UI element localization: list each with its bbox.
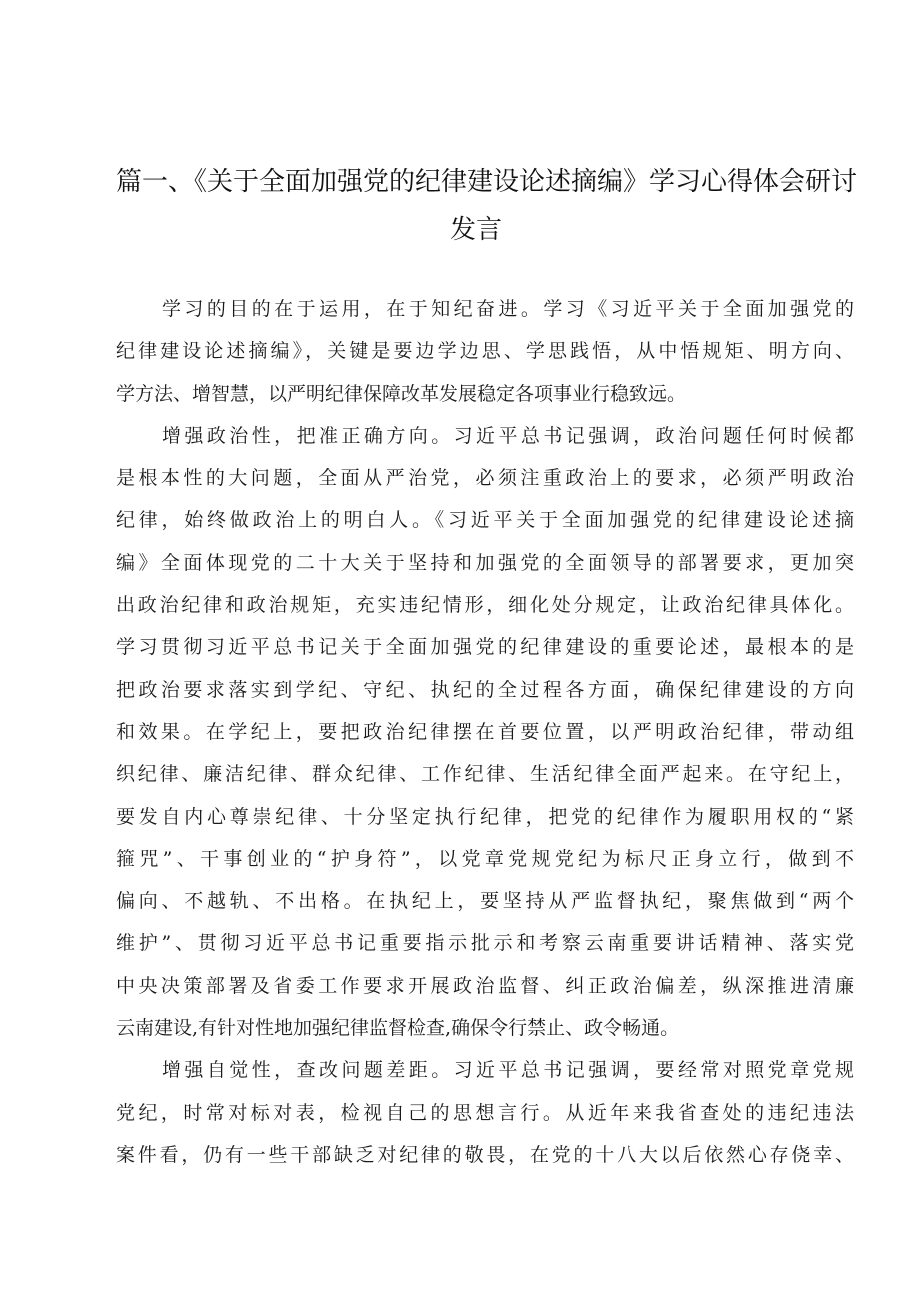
paragraph-2-line: 偏向、不越轨、不出格。在执纪上，要坚持从严监督执纪，聚焦做到“两个	[116, 890, 854, 913]
paragraph-1-line: 学方法、增智慧，以严明纪律保障改革发展稳定各项事业行稳致远。	[116, 382, 687, 405]
paragraph-2-line: 中央决策部署及省委工作要求开展政治监督、纠正政治偏差，纵深推进清廉	[116, 974, 854, 997]
paragraph-2-line: 维护”、贯彻习近平总书记重要指示批示和考察云南重要讲话精神、落实党	[116, 932, 854, 955]
paragraph-2-line: 把政治要求落实到学纪、守纪、执纪的全过程各方面，确保纪律建设的方向	[116, 678, 854, 701]
paragraph-2-line: 增强政治性，把准正确方向。习近平总书记强调，政治问题任何时候都	[162, 424, 854, 447]
paragraph-2-line: 编》全面体现党的二十大关于坚持和加强党的全面领导的部署要求，更加突	[116, 551, 854, 574]
paragraph-1-line: 纪律建设论述摘编》，关键是要边学边思、学思践悟，从中悟规矩、明方向、	[116, 340, 854, 363]
paragraph-2-line: 织纪律、廉洁纪律、群众纪律、工作纪律、生活纪律全面严起来。在守纪上，	[116, 763, 854, 786]
paragraph-2-line: 学习贯彻习近平总书记关于全面加强党的纪律建设的重要论述，最根本的是	[116, 636, 854, 659]
paragraph-2-line: 是根本性的大问题，全面从严治党，必须注重政治上的要求，必须严明政治	[116, 467, 854, 490]
paragraph-2-line: 纪律，始终做政治上的明白人。《习近平关于全面加强党的纪律建设论述摘	[116, 509, 854, 532]
paragraph-2-line: 出政治纪律和政治规矩，充实违纪情形，细化处分规定，让政治纪律具体化。	[116, 594, 854, 617]
paragraph-2-line: 云南建设,有针对性地加强纪律监督检查,确保令行禁止、政令畅通。	[116, 1017, 680, 1040]
paragraph-2-line: 要发自内心尊崇纪律、十分坚定执行纪律，把党的纪律作为履职用权的“紧	[116, 805, 854, 828]
paragraph-3-line: 案件看，仍有一些干部缺乏对纪律的敬畏，在党的十八大以后依然心存侥幸、	[116, 1143, 854, 1166]
paragraph-3-line: 党纪，时常对标对表，检视自己的思想言行。从近年来我省查处的违纪违法	[116, 1101, 854, 1124]
document-title	[116, 158, 858, 254]
paragraph-2-line: 和效果。在学纪上，要把政治纪律摆在首要位置，以严明政治纪律，带动组	[116, 720, 854, 743]
paragraph-3-line: 增强自觉性，查改问题差距。习近平总书记强调，要经常对照党章党规	[162, 1059, 854, 1082]
paragraph-2-line: 箍咒”、干事创业的“护身符”，以党章党规党纪为标尺正身立行，做到不	[116, 847, 854, 870]
title-line: 篇一、《关于全面加强党的纪律建设论述摘编》学习心得体会研讨	[116, 167, 858, 197]
paragraph-1-line: 学习的目的在于运用，在于知纪奋进。学习《习近平关于全面加强党的	[162, 298, 854, 320]
document-body	[116, 288, 854, 1176]
title-line: 发言	[449, 215, 502, 245]
